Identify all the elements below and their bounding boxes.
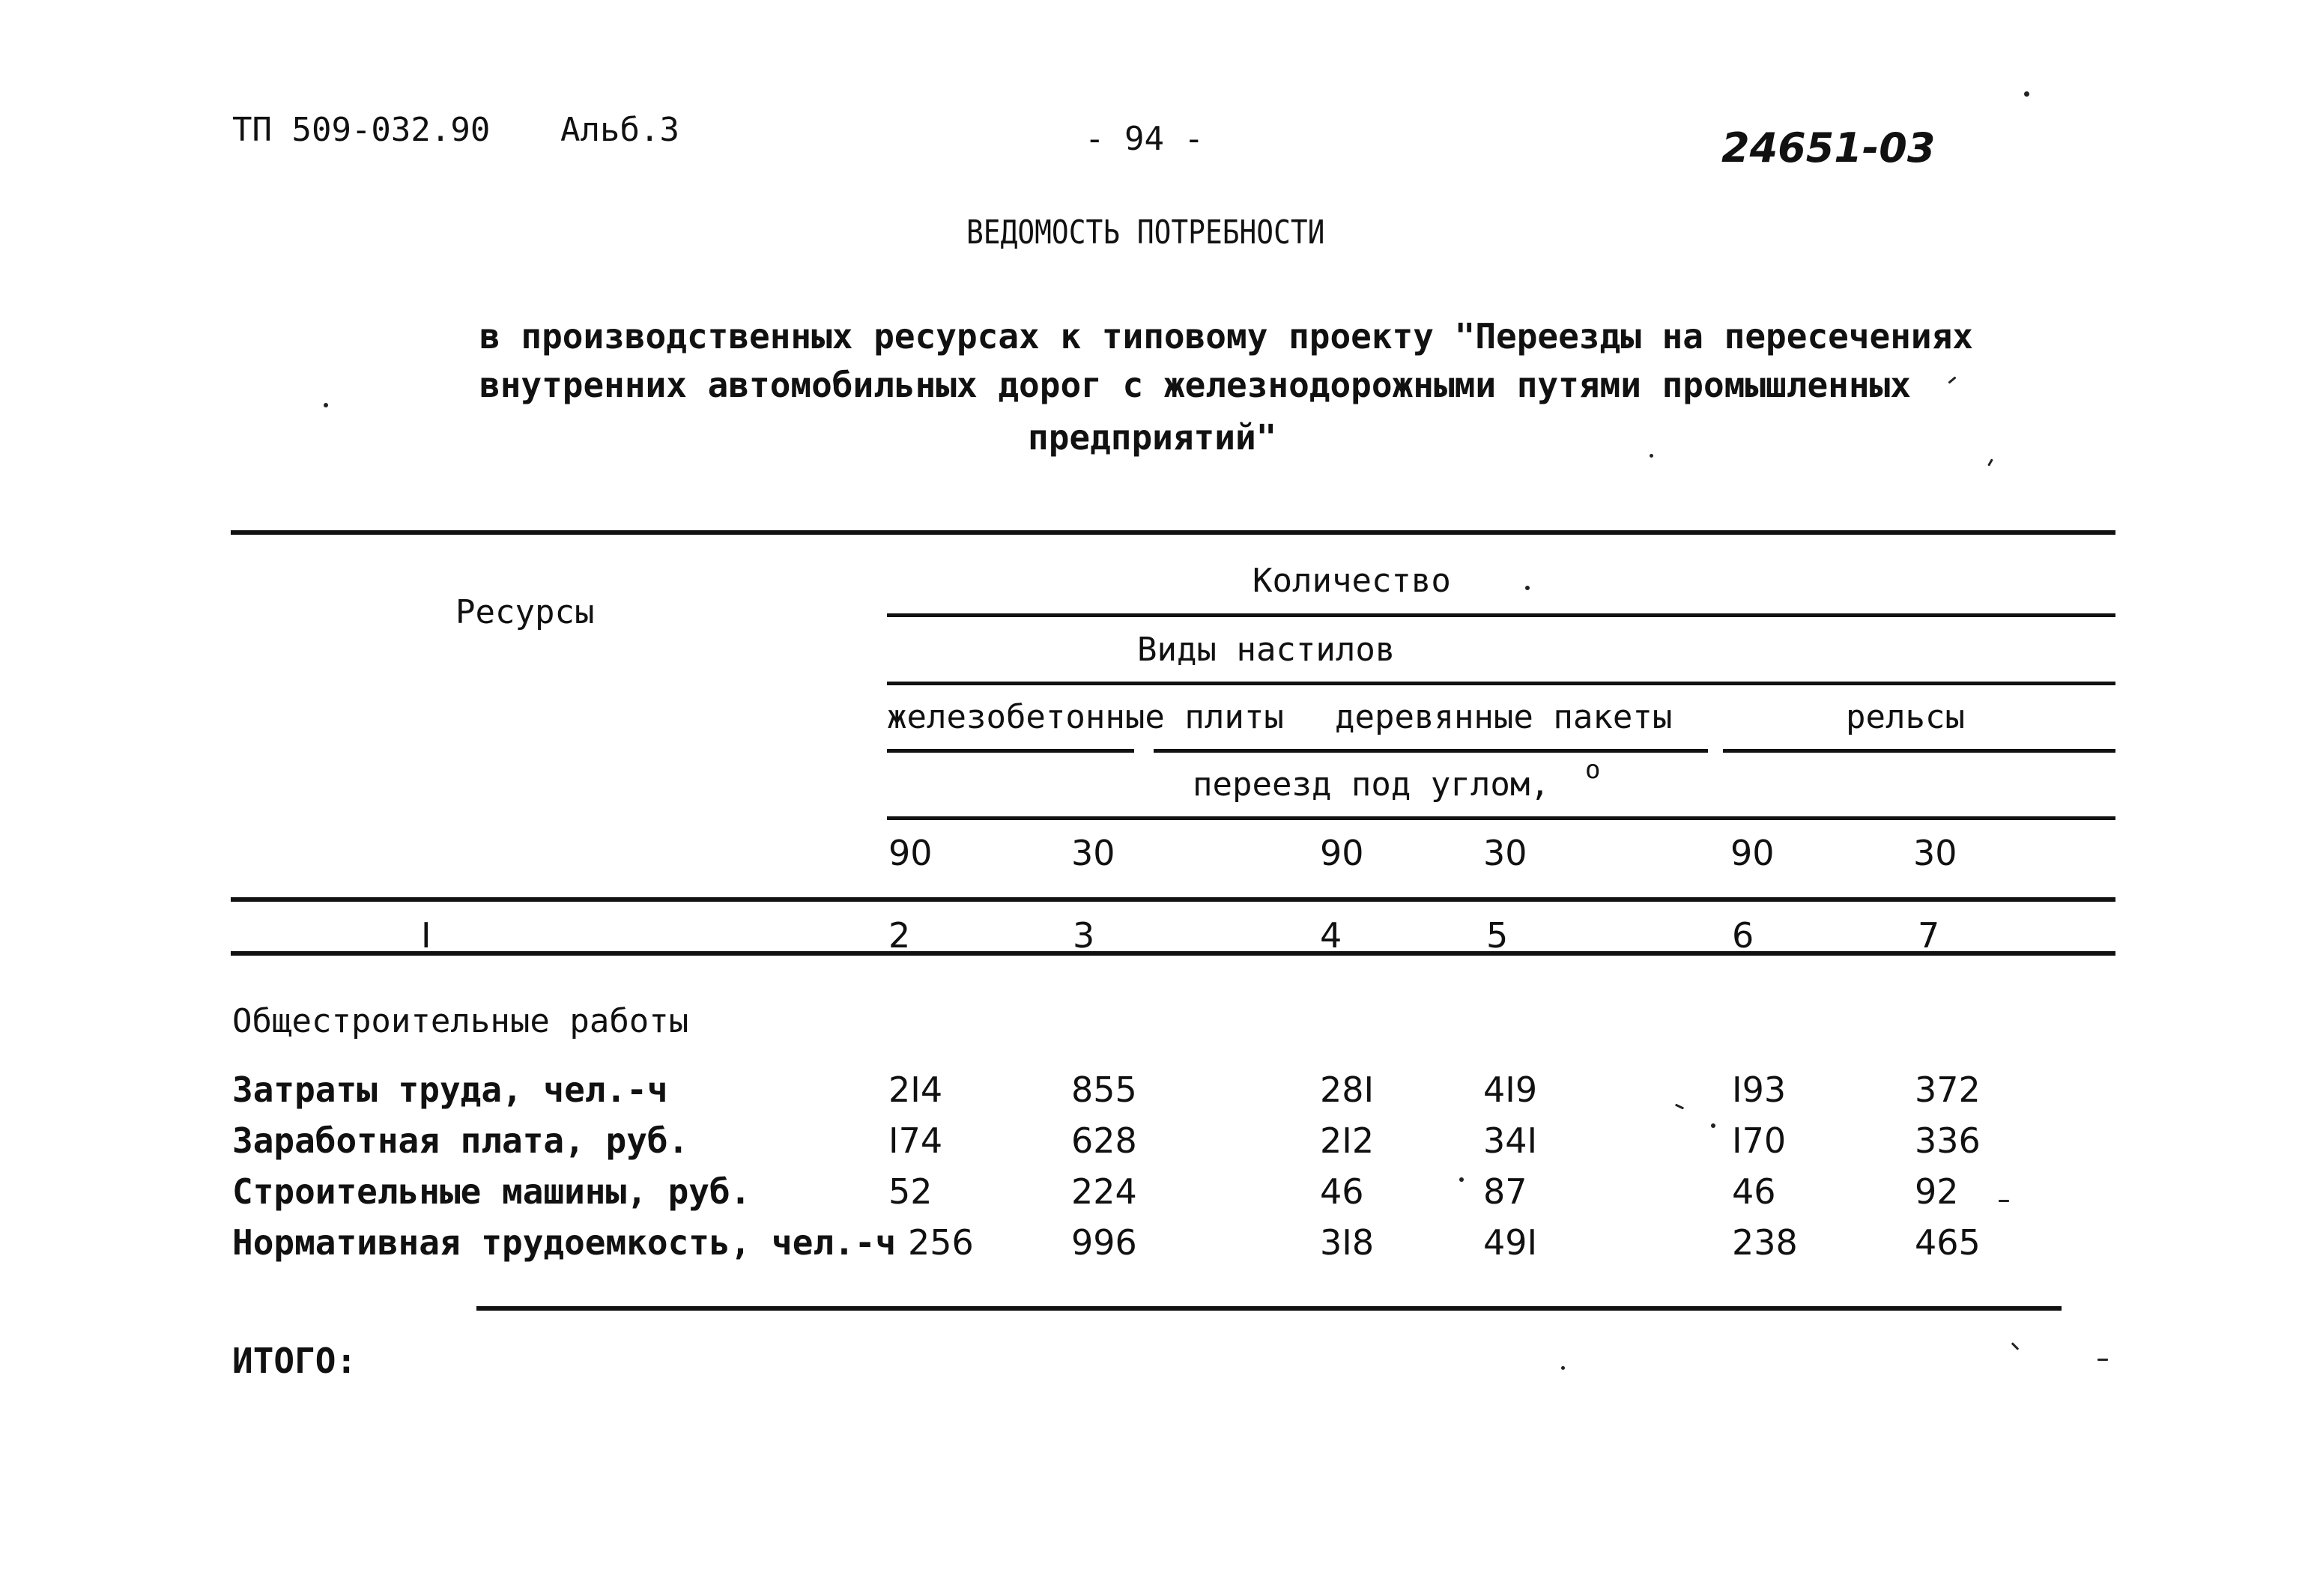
resources-header: Ресурсы xyxy=(455,593,595,631)
angle-col-3: 30 xyxy=(1071,833,1115,873)
table-cell: 52 xyxy=(888,1171,933,1212)
table-cell: 996 xyxy=(1071,1222,1137,1263)
scan-speck xyxy=(2024,91,2029,97)
table-cell: I70 xyxy=(1732,1120,1787,1161)
degree-symbol: о xyxy=(1585,755,1601,785)
table-cell: 46 xyxy=(1320,1171,1364,1212)
types-rule xyxy=(887,682,2115,685)
column-number-4: 4 xyxy=(1320,915,1342,956)
scan-speck xyxy=(1987,458,1993,466)
table-top-rule xyxy=(231,530,2115,535)
document-code: ТП 509-032.90 xyxy=(232,111,491,149)
scan-speck xyxy=(1525,586,1530,590)
table-cell: 92 xyxy=(1915,1171,1959,1212)
page-number: - 94 - xyxy=(1085,120,1204,158)
table-cell: 49I xyxy=(1483,1222,1538,1263)
scan-speck xyxy=(1675,1104,1684,1110)
angle-rule xyxy=(887,816,2115,820)
table-cell: 224 xyxy=(1071,1171,1137,1212)
quantity-header: Количество xyxy=(1253,562,1451,600)
table-bottom-rule xyxy=(476,1306,2062,1311)
scan-speck xyxy=(1459,1177,1464,1182)
table-cell: 336 xyxy=(1915,1120,1981,1161)
row-label: Нормативная трудоемкость, чел.-ч xyxy=(232,1222,897,1263)
scan-speck xyxy=(1650,454,1653,458)
angle-col-7: 30 xyxy=(1913,833,1957,873)
table-cell: I93 xyxy=(1732,1069,1787,1110)
section-title: Общестроительные работы xyxy=(232,1002,689,1040)
type-reinforced-concrete: железобетонные плиты xyxy=(887,698,1284,736)
document-heading: ВЕДОМОСТЬ ПОТРЕБНОСТИ xyxy=(966,213,1325,252)
table-cell: 628 xyxy=(1071,1120,1137,1161)
angle-col-6: 90 xyxy=(1730,833,1775,873)
total-label: ИТОГО: xyxy=(232,1341,357,1381)
table-cell: 28I xyxy=(1320,1069,1375,1110)
quantity-rule xyxy=(887,613,2115,617)
table-cell: 372 xyxy=(1915,1069,1981,1110)
table-cell: 855 xyxy=(1071,1069,1137,1110)
table-cell: 465 xyxy=(1915,1222,1981,1263)
scan-speck xyxy=(324,403,328,407)
angle-col-4: 90 xyxy=(1320,833,1364,873)
type-rule-2 xyxy=(1154,749,1708,753)
subtitle-line-1: в производственных ресурсах к типовому проекту "Переезды на пересечениях xyxy=(479,316,1973,356)
column-number-1: I xyxy=(421,915,431,956)
table-cell: I74 xyxy=(888,1120,943,1161)
column-number-5: 5 xyxy=(1486,915,1509,956)
scan-speck xyxy=(2097,1359,2108,1361)
inventory-number: 24651-03 xyxy=(1721,124,1936,172)
table-cell: 2I2 xyxy=(1320,1120,1375,1161)
subtitle-line-3: предприятий" xyxy=(1028,417,1277,458)
scan-speck xyxy=(1948,376,1956,383)
angle-header: переезд под углом, xyxy=(1193,765,1550,804)
type-rule-3 xyxy=(1723,749,2115,753)
scan-speck xyxy=(2011,1342,2020,1350)
column-number-7: 7 xyxy=(1918,915,1940,956)
flooring-types-header: Виды настилов xyxy=(1137,631,1396,669)
type-rule-1 xyxy=(887,749,1134,753)
table-cell: 256 xyxy=(908,1222,974,1263)
column-number-3: 3 xyxy=(1073,915,1095,956)
column-numbers-rule xyxy=(231,951,2115,956)
header-bottom-rule xyxy=(231,897,2115,902)
table-cell: 46 xyxy=(1732,1171,1776,1212)
row-label: Строительные машины, руб. xyxy=(232,1171,751,1212)
table-cell: 4I9 xyxy=(1483,1069,1538,1110)
scan-speck xyxy=(1711,1123,1715,1128)
row-label: Затраты труда, чел.-ч xyxy=(232,1069,668,1110)
type-rails: рельсы xyxy=(1846,698,1965,736)
type-wooden-packages: деревянные пакеты xyxy=(1335,698,1673,736)
row-label: Заработная плата, руб. xyxy=(232,1120,689,1161)
scan-speck xyxy=(1999,1200,2009,1202)
table-cell: 3I8 xyxy=(1320,1222,1375,1263)
table-cell: 2I4 xyxy=(888,1069,943,1110)
table-cell: 87 xyxy=(1483,1171,1527,1212)
table-cell: 238 xyxy=(1732,1222,1798,1263)
album-number: Альб.3 xyxy=(560,111,679,149)
subtitle-line-2: внутренних автомобильных дорог с железнодорожными путями промышленных xyxy=(479,365,1911,405)
scan-speck xyxy=(1561,1366,1565,1370)
column-number-6: 6 xyxy=(1732,915,1754,956)
angle-col-5: 30 xyxy=(1483,833,1527,873)
angle-col-2: 90 xyxy=(888,833,933,873)
column-number-2: 2 xyxy=(888,915,911,956)
table-cell: 34I xyxy=(1483,1120,1538,1161)
